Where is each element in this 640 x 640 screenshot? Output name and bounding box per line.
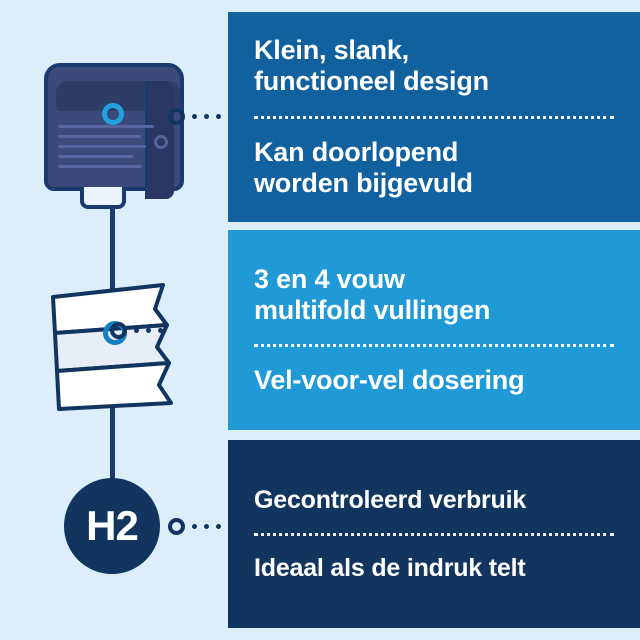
h2-badge-label: H2 — [86, 502, 138, 549]
feature-text-2a-line2: multifold vullingen — [254, 294, 491, 325]
feature-text-1a-line1: Klein, slank, — [254, 34, 409, 65]
connector-dots-icon — [134, 328, 163, 333]
illustration-column — [0, 0, 228, 640]
dispenser-brand-ring-icon — [102, 103, 124, 125]
dispenser-illustration — [44, 55, 184, 200]
dispenser-dispensing-slot — [80, 187, 126, 209]
feature-panel-2 — [228, 230, 640, 430]
panel-1-divider — [254, 116, 614, 119]
feature-text-1a-line2: functioneel design — [254, 66, 489, 97]
feature-text-3b — [254, 554, 614, 583]
feature-text-2b — [254, 365, 614, 396]
connector-dots-icon — [192, 114, 221, 119]
connector-ring-icon — [168, 518, 185, 535]
feature-text-3a — [254, 486, 614, 515]
feature-text-2b-line1: Vel-voor-vel dosering — [254, 365, 525, 396]
connector-ring-icon — [110, 322, 127, 339]
panel-3-divider — [254, 533, 614, 536]
feature-panel-3 — [228, 440, 640, 628]
feature-text-1b-line2: worden bijgevuld — [254, 167, 473, 198]
feature-text-2a-line1: 3 en 4 vouw — [254, 263, 405, 294]
feature-panel-1 — [228, 12, 640, 222]
connector-leader-1 — [168, 108, 221, 125]
dispenser-ribs — [58, 125, 154, 185]
connector-dots-icon — [192, 524, 221, 529]
feature-text-1b-line1: Kan doorlopend — [254, 136, 459, 167]
feature-text-1a — [254, 35, 614, 98]
paper-stack-svg — [45, 275, 180, 415]
connector-leader-3 — [168, 518, 221, 535]
h2-badge — [64, 478, 160, 574]
feature-text-2a — [254, 264, 614, 327]
feature-text-3a-line1: Gecontroleerd verbruik — [254, 485, 527, 514]
feature-text-3b-line1: Ideaal als de indruk telt — [254, 553, 526, 582]
panel-2-divider — [254, 344, 614, 347]
lock-icon — [154, 135, 168, 149]
feature-text-1b — [254, 137, 614, 200]
connector-ring-icon — [168, 108, 185, 125]
paper-stack-illustration — [45, 275, 180, 415]
connector-leader-2 — [110, 322, 163, 339]
dispenser-body — [44, 63, 184, 191]
